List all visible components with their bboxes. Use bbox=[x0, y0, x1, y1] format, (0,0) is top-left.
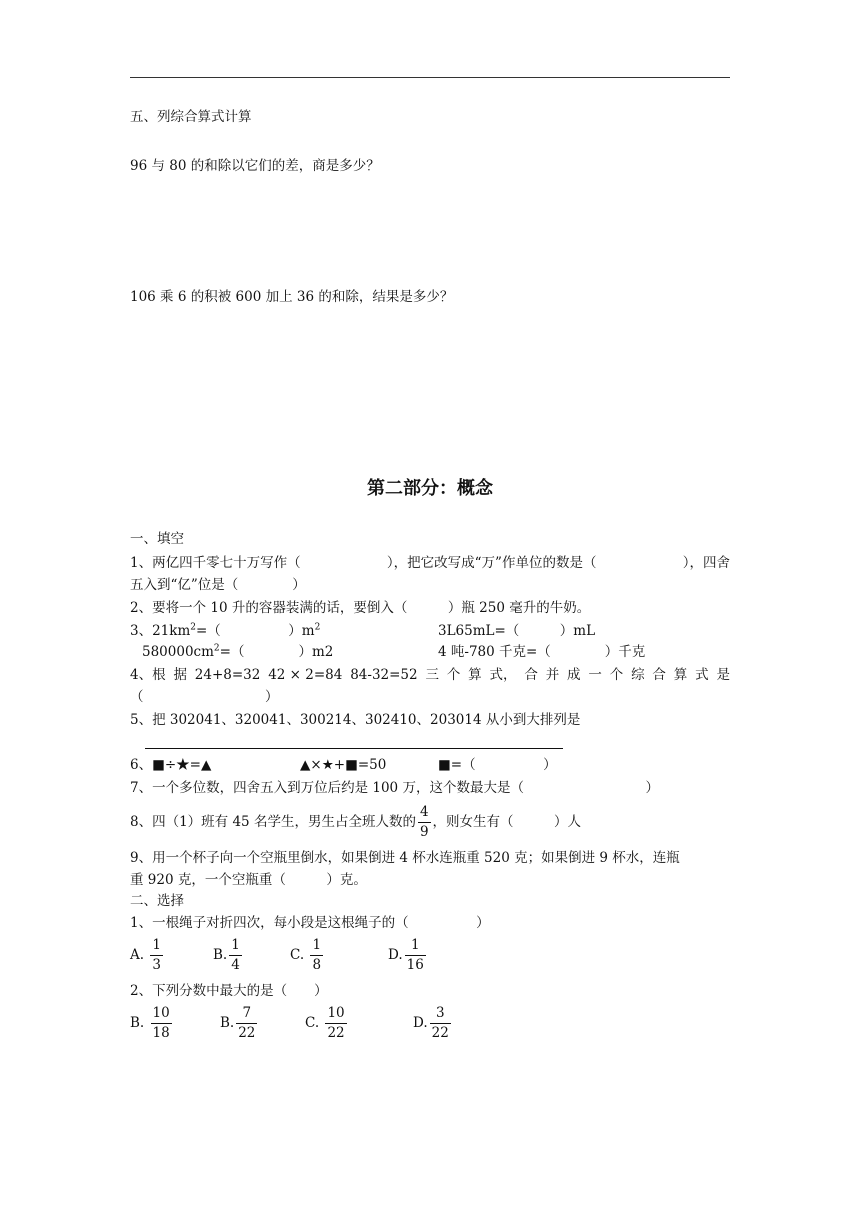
fraction: $\frac{1}{8}$ bbox=[312, 937, 322, 973]
fraction: $\frac{1}{3}$ bbox=[152, 937, 161, 973]
choice-heading: 二、选择 bbox=[130, 893, 184, 909]
fraction: $\frac{10}{22}$ bbox=[327, 1005, 345, 1041]
fill-q3-area2: $580000cm^2=$（ ）m2 bbox=[142, 643, 334, 660]
fill-q9-line1: 9、用一个杯子向一个空瓶里倒水，如果倒进 4 杯水连瓶重 520 克；如果倒进 9 杯水，连瓶 bbox=[130, 850, 680, 866]
fill-q5: 5、把 302041、320041、300214、302410、203014 从小到大排列是 bbox=[130, 712, 581, 728]
question-product-quotient: 106 乘 6 的积被 600 加上 36 的和除，结果是多少？ bbox=[130, 289, 454, 305]
fill-q1-part-c: ），四舍 bbox=[682, 555, 730, 571]
part2-title: 第二部分：概念 bbox=[367, 478, 493, 499]
choice-q2-option-b2[interactable]: B. $\frac{7}{22}$ bbox=[220, 1005, 256, 1041]
fraction: $\frac{1}{16}$ bbox=[406, 937, 424, 973]
fill-q7: 7、一个多位数，四舍五入到万位后约是 100 万，这个数最大是（ ） bbox=[130, 780, 659, 796]
fill-q8: 8、四（1）班有 45 名学生，男生占全班人数的 $\frac{4}{9}$ ，则女生有（ ）人 bbox=[130, 804, 582, 840]
fill-q6-part-c: ■=（ ） bbox=[438, 757, 557, 773]
fill-q6-part-a: 6、■÷★=▲ bbox=[130, 757, 212, 773]
fill-q1-line1 bbox=[130, 554, 730, 572]
fill-q1-part-a: 1、两亿四千零七十万写作（ bbox=[130, 555, 301, 571]
fraction: $\frac{3}{22}$ bbox=[431, 1005, 449, 1041]
fill-q9-line2: 重 920 克，一个空瓶重（ ）克。 bbox=[130, 872, 367, 888]
fill-heading: 一、填空 bbox=[130, 531, 184, 547]
fill-q4-line1: 4、根 据 24+8=32 42 × 2=84 84-32=52 三 个 算 式， 合 并 成 一 个 综 合 算 式 是 bbox=[130, 667, 730, 683]
fill-q3-volume: 3L65mL=（ ）mL bbox=[438, 623, 596, 639]
fraction: $\frac{1}{4}$ bbox=[231, 937, 240, 973]
choice-q1-option-a[interactable]: A. $\frac{1}{3}$ bbox=[130, 937, 161, 973]
choice-q1: 1、一根绳子对折四次，每小段是这根绳子的（ ） bbox=[130, 915, 490, 931]
fill-q4-line2: （ ） bbox=[130, 689, 279, 705]
fraction: $\frac{4}{9}$ bbox=[419, 804, 429, 840]
header-rule bbox=[130, 77, 730, 78]
fill-q3-mass: 4 吨-780 千克=（ ）千克 bbox=[438, 644, 646, 660]
fraction: $\frac{10}{18}$ bbox=[152, 1005, 170, 1041]
fill-q5-answer-line bbox=[145, 748, 563, 749]
fill-q3-area: 3、$21km^2=$（ ）$m^2$ bbox=[130, 622, 321, 639]
fill-q6-part-b: ▲×★+■=50 bbox=[300, 757, 387, 773]
choice-q1-option-c[interactable]: C. $\frac{1}{8}$ bbox=[290, 937, 322, 973]
fraction: $\frac{7}{22}$ bbox=[238, 1005, 256, 1041]
choice-q1-option-b[interactable]: B. $\frac{1}{4}$ bbox=[213, 937, 240, 973]
choice-q2-option-c[interactable]: C. $\frac{10}{22}$ bbox=[305, 1005, 345, 1041]
choice-q2-option-b1[interactable]: B. $\frac{10}{18}$ bbox=[130, 1005, 170, 1041]
fill-q2: 2、要将一个 10 升的容器装满的话，要倒入（ ）瓶 250 毫升的牛奶。 bbox=[130, 600, 591, 616]
fill-q1-line2: 五入到“亿”位是（ ） bbox=[130, 577, 306, 593]
fill-q1-part-b: ），把它改写成“万”作单位的数是（ bbox=[386, 555, 597, 571]
choice-q2-option-d[interactable]: D. $\frac{3}{22}$ bbox=[413, 1005, 449, 1041]
choice-q2: 2、下列分数中最大的是（ ） bbox=[130, 983, 328, 999]
question-sum-quotient: 96 与 80 的和除以它们的差，商是多少？ bbox=[130, 158, 380, 174]
choice-q1-option-d[interactable]: D. $\frac{1}{16}$ bbox=[388, 937, 424, 973]
section5-heading: 五、列综合算式计算 bbox=[130, 109, 252, 125]
